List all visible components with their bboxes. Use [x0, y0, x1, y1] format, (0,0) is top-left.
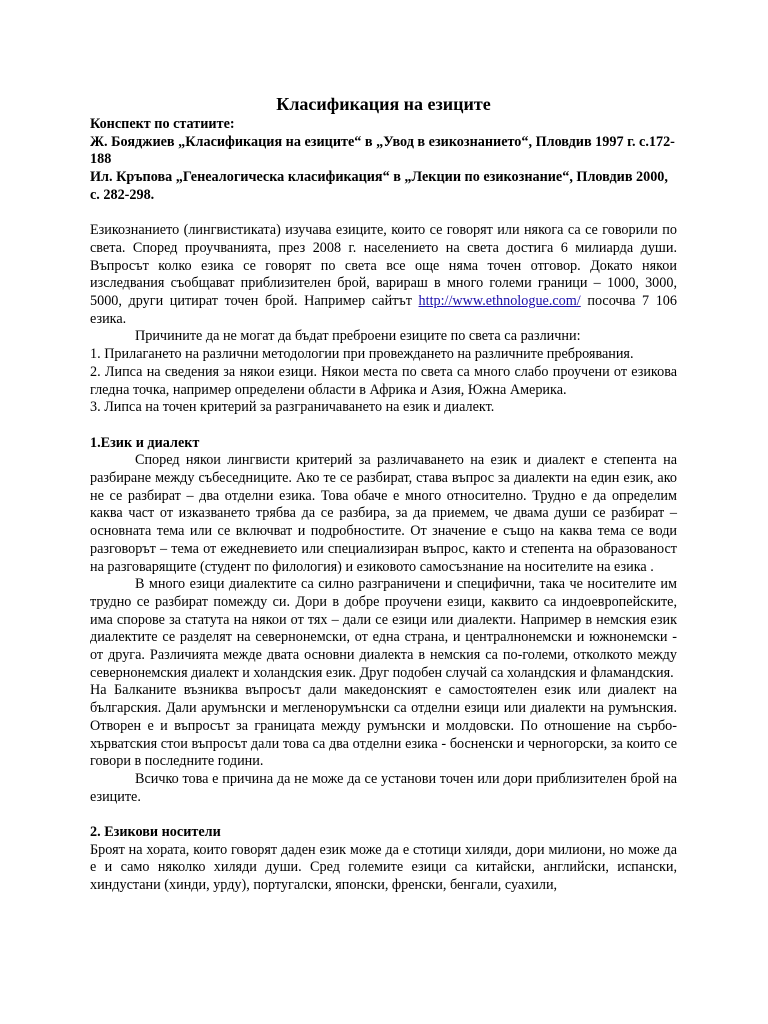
section-1-paragraph-3: На Балканите възниква въпросът дали македонският е самостоятелен език или диалект на българския. Дали арумънски и мегленорумънски са отделни езици или диалекти на румънския. Отворен е и въпросът за границата между румънски и молдовски. По отношение на сърбо-хърватския стои въпросът дали това са два отделни езика - босненски и черногорски, за които се говори в последните години.: [90, 682, 677, 770]
section-1-paragraph-4: Всичко това е причина да не може да се установи точен или дори приблизителен брой на езиците.: [90, 770, 677, 805]
references-block: [90, 116, 677, 205]
reasons-lead: Причините да не могат да бъдат преброени езиците по света са различни:: [135, 328, 581, 345]
reason-item: 2. Липса на сведения за някои езици. Някои места по света са много слабо проучени от езикова гледна точка, например определени области в Африка и Азия, Южна Америка.: [90, 363, 677, 398]
reference-1: Ж. Бояджиев „Класификация на езиците“ в „Увод в езикознанието“, Пловдив 1997 г. с.172-188: [90, 133, 675, 168]
document-title: Класификация на езиците: [276, 94, 491, 114]
intro-paragraph: [90, 222, 677, 328]
ethnologue-link[interactable]: http://www.ethnologue.com/: [418, 293, 581, 310]
references-label: Конспект по статиите:: [90, 116, 235, 132]
section-1-heading: 1.Език и диалект: [90, 434, 200, 451]
reason-item: 3. Липса на точен критерий за разграничаването на език и диалект.: [90, 399, 495, 416]
spacer: [90, 806, 677, 824]
section-2-paragraph-1: Броят на хората, които говорят даден език може да е стотици хиляди, дори милиони, но може да е и само няколко хиляди души. Сред големите езици са китайски, английски, испански, хиндустани (хинди, урду), португалски, японски, френски, бенгали, суахили,: [90, 841, 677, 894]
reason-item: 1. Прилагането на различни методологии при провеждането на различните преброявания.: [90, 346, 634, 363]
spacer: [90, 205, 677, 223]
spacer: [90, 417, 677, 435]
intro-text-after-link: посочва 7 106 езика.: [90, 293, 677, 327]
section-1-paragraph-2: В много езици диалектите са силно разграничени и специфични, така че носителите им трудно се разбират помежду си. Дори в добре проучени езици, каквито са индоевропейските, има спорове за статута на някои от тях – дали се езици или диалекти. Например в немския език диалектите се разделят на севернонемски, от една страна, и централнонемски и южнонемски - от друга. Различията межде двата основни диалекта в немския са по-големи, отколкото между севернонемския диалект и холандския език. Друг подобен случай са холандския и фламандския.: [90, 576, 677, 681]
reference-2: Ил. Кръпова „Генеалогическа класификация“ в „Лекции по езикознание“, Пловдив 2000, с. 282-298.: [90, 169, 668, 203]
section-1-paragraph-1: Според някои лингвисти критерий за различаването на език и диалект е степента на разбиране между събеседниците. Ако те се разбират, става въпрос за диалекти на един език, ако не се разбират – два отделни езика. Това обаче е много относително. Трудно е да определим каква част от изказването трябва да се разбира, за да приемем, че двама души се разбират – основната тема или се включват и подробностите. От значение е също на каква тема се води разговорът – тема от ежедневието или специализиран въпрос, както и степента на образованост на разговарящите (студент по филология) и езиковото самосъзнание на носителите на езика .: [90, 452, 677, 575]
intro-text-before-link: Езикознанието (лингвистиката) изучава езиците, които се говорят или някога са се говорили по света. Според проучванията, през 2008 г. населението на света достига 6 милиарда души. Въпросът колко езика се говорят по света все още няма точен отговор. Докато някои изследвания съобщават приблизителен брой, варираш в много големи граници – 1000, 3000, 5000, други цитират точен брой. Например сайтът: [90, 222, 677, 310]
section-2-heading: 2. Езикови носители: [90, 824, 221, 841]
